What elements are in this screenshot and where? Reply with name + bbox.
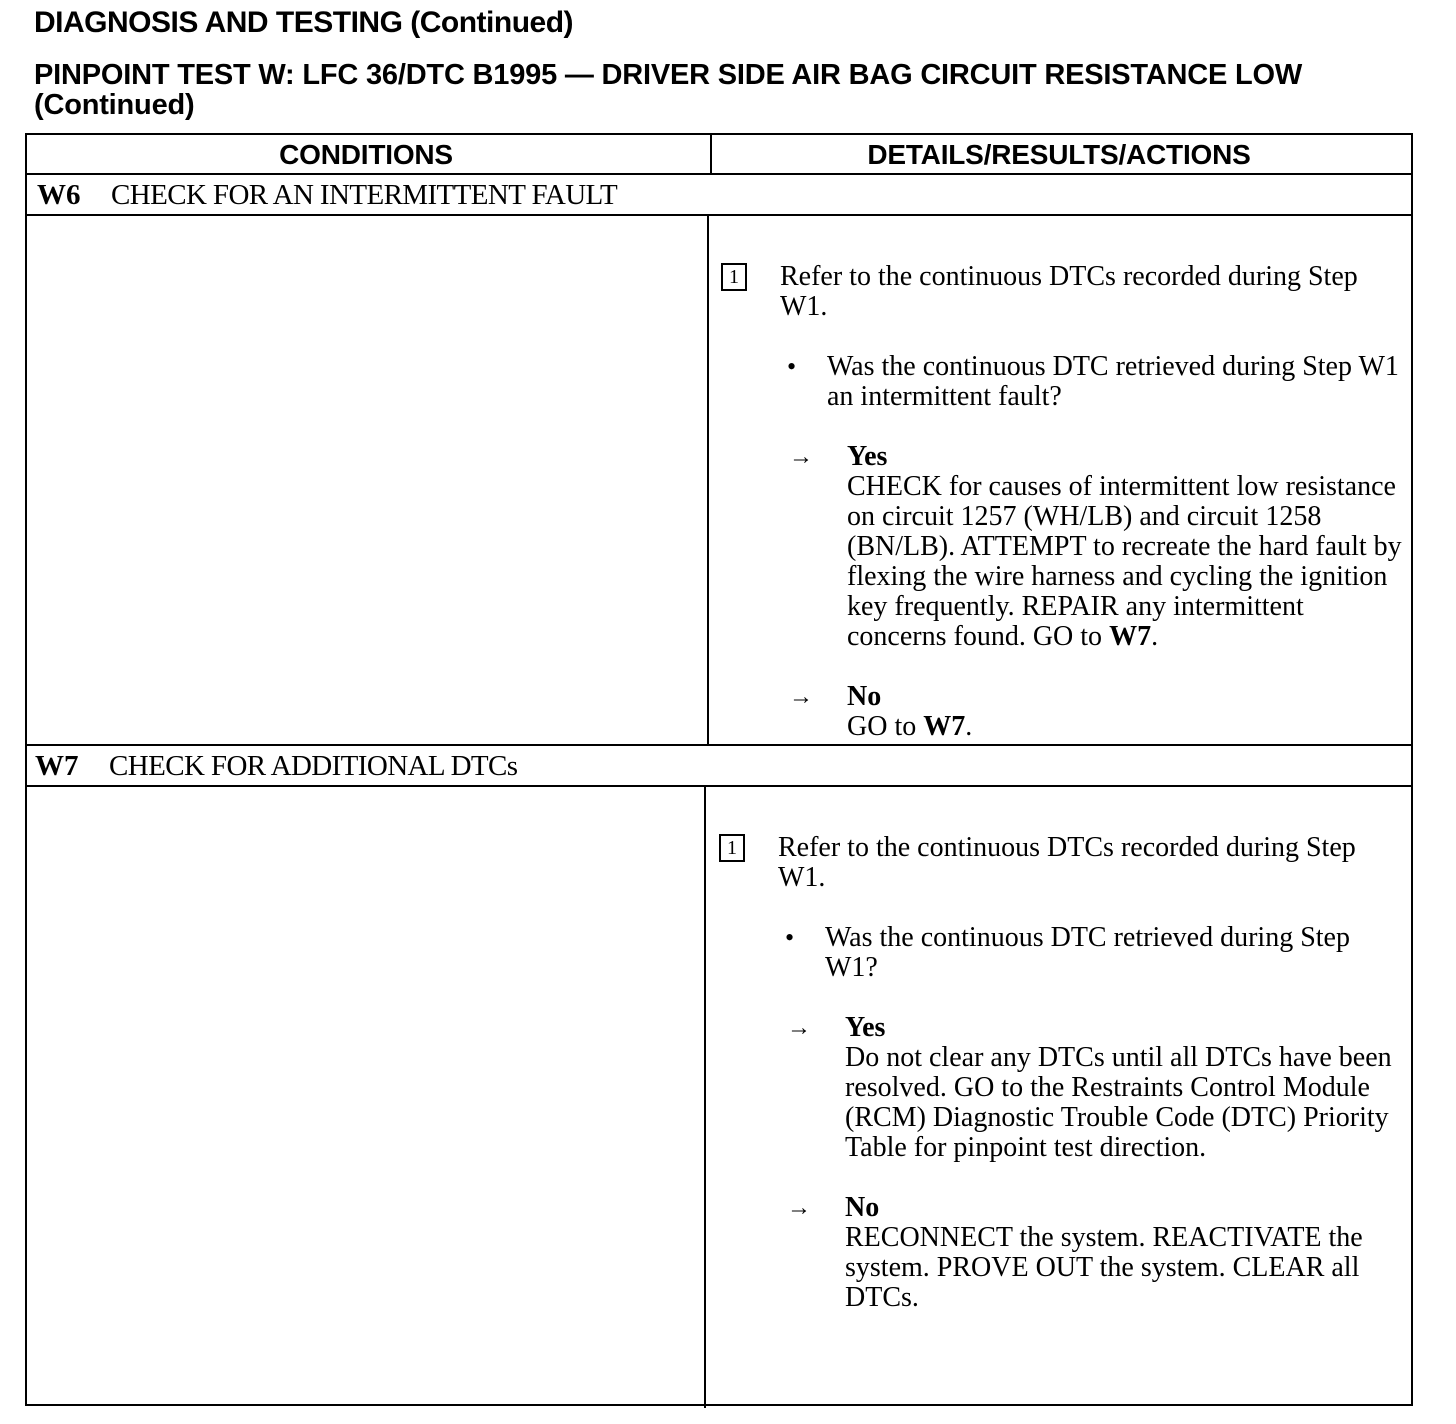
goto-step-link: W7 <box>923 711 966 742</box>
goto-step-link: W7 <box>1109 621 1152 652</box>
no-answer <box>719 1193 1409 1313</box>
action-item <box>719 833 1409 893</box>
w6-details <box>721 262 1411 742</box>
yes-action: CHECK for causes of intermittent low resistance on circuit 1257 (WH/LB) and circuit 1258 (BN/LB). ATTEMPT to recreate the hard fault by flexing the wire harness and cycling the ignition key frequently. REPAIR any intermittent concerns found. GO to W7. <box>847 471 1402 652</box>
no-label: No <box>845 1192 880 1223</box>
yes-answer <box>719 1013 1409 1163</box>
bullet-icon: • <box>785 923 795 952</box>
question-text: Was the continuous DTC retrieved during Step W1 an intermittent fault? <box>827 351 1399 412</box>
page-title: DIAGNOSIS AND TESTING (Continued) <box>34 6 574 39</box>
yes-label: Yes <box>845 1012 886 1043</box>
header-column-divider <box>710 135 712 173</box>
w6-column-divider <box>707 214 709 744</box>
pinpoint-test-table <box>25 133 1413 1406</box>
w7-column-divider <box>704 785 706 1408</box>
pinpoint-test-title: PINPOINT TEST W: LFC 36/DTC B1995 — DRIVER SIDE AIR BAG CIRCUIT RESISTANCE LOW (Continued) <box>34 59 1303 121</box>
instruction-text: Refer to the continuous DTCs recorded during Step W1. <box>780 261 1358 322</box>
no-action-text: RECONNECT the system. REACTIVATE the system. PROVE OUT the system. CLEAR all DTCs. <box>845 1222 1363 1313</box>
yes-action-text: CHECK for causes of intermittent low resistance on circuit 1257 (WH/LB) and circuit 1258 (BN/LB). ATTEMPT to recreate the hard fault by flexing the wire harness and cycling the ignition key frequently. REPAIR any intermittent concerns found. GO to <box>847 471 1402 652</box>
no-action-text: GO to <box>847 711 917 742</box>
step-id: W6 <box>37 179 81 211</box>
arrow-right-icon: → <box>787 1015 811 1041</box>
step-number-box: 1 <box>721 263 747 291</box>
w7-details <box>719 833 1409 1313</box>
step-row-w6 <box>37 175 617 215</box>
step-label: CHECK FOR AN INTERMITTENT FAULT <box>111 179 618 211</box>
step-label: CHECK FOR ADDITIONAL DTCs <box>109 750 518 782</box>
arrow-right-icon: → <box>789 684 813 710</box>
step-row-w7 <box>35 746 517 786</box>
instruction-text: Refer to the continuous DTCs recorded during Step W1. <box>778 832 1356 893</box>
step-id: W7 <box>35 750 79 782</box>
step-number-box: 1 <box>719 834 745 862</box>
question-text: Was the continuous DTC retrieved during Step W1? <box>825 922 1350 983</box>
question <box>719 923 1409 983</box>
question <box>721 352 1411 412</box>
yes-action-text: Do not clear any DTCs until all DTCs have been resolved. GO to the Restraints Control Module (RCM) Diagnostic Trouble Code (DTC) Priority Table for pinpoint test direction. <box>845 1042 1392 1163</box>
yes-answer <box>721 442 1411 652</box>
no-answer <box>721 682 1411 742</box>
arrow-right-icon: → <box>789 444 813 470</box>
details-column-header: DETAILS/RESULTS/ACTIONS <box>867 139 1251 170</box>
yes-label: Yes <box>847 441 888 472</box>
conditions-column-header: CONDITIONS <box>279 139 453 170</box>
no-action: GO to W7. <box>847 711 973 742</box>
bullet-icon: • <box>787 352 797 381</box>
action-item <box>721 262 1411 322</box>
no-label: No <box>847 681 882 712</box>
arrow-right-icon: → <box>787 1195 811 1221</box>
